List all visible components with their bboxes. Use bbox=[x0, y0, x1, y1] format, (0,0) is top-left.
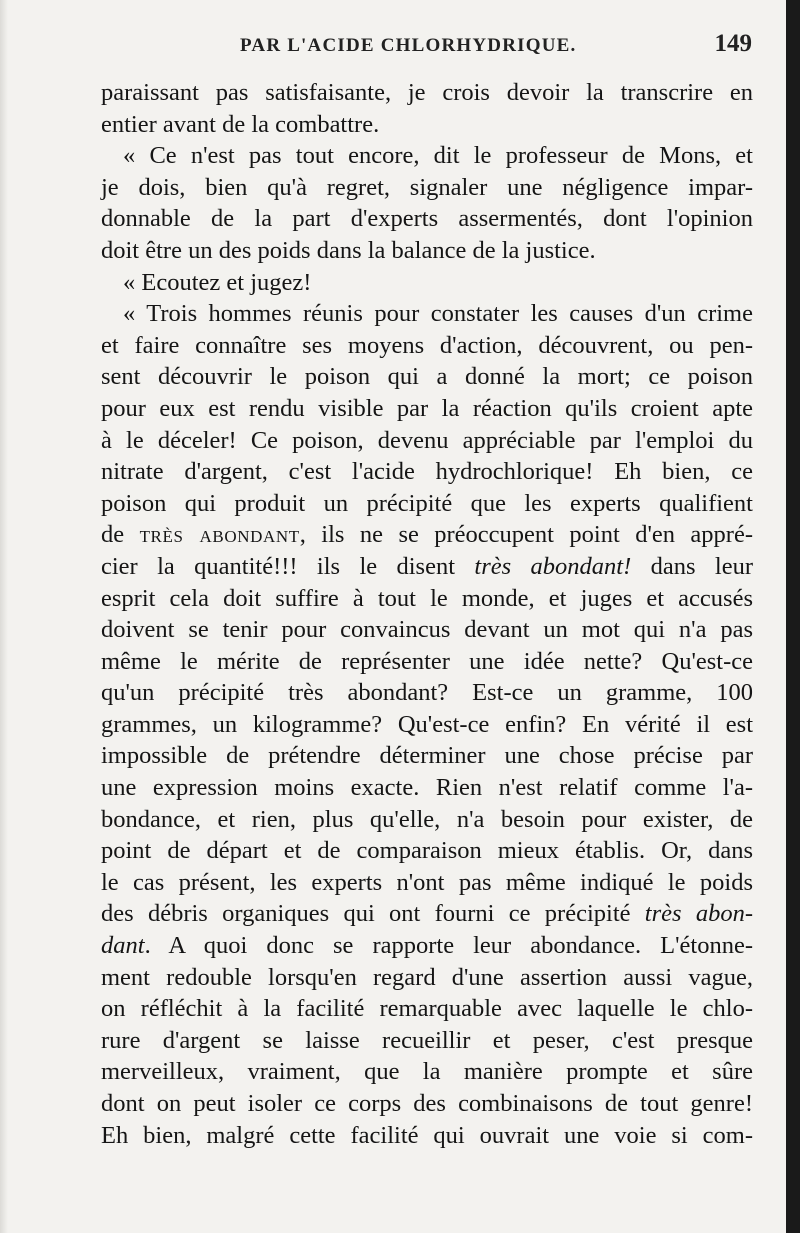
page-header bbox=[240, 30, 752, 64]
page-number: 149 bbox=[714, 30, 752, 57]
text-line bbox=[101, 835, 753, 867]
text-segment: merveilleux, vraiment, que la manière prompte et sûre bbox=[101, 1058, 753, 1086]
text-line bbox=[101, 109, 753, 141]
text-line bbox=[101, 740, 753, 772]
text-segment: des débris organiques qui ont fourni ce précipité bbox=[101, 900, 645, 928]
text-segment: nitrate d'argent, c'est l'acide hydrochlorique! Eh bien, ce bbox=[101, 458, 753, 486]
text-segment: ment redouble lorsqu'en regard d'une assertion aussi vague, bbox=[101, 963, 753, 991]
text-segment: sent découvrir le poison qui a donné la mort; ce poison bbox=[101, 363, 753, 391]
text-segment: « Ce n'est pas tout encore, dit le professeur de Mons, et bbox=[123, 142, 753, 170]
text-line bbox=[101, 393, 753, 425]
text-line bbox=[101, 1025, 753, 1057]
text-segment: bondance, et rien, plus qu'elle, n'a besoin pour exister, de bbox=[101, 805, 753, 833]
text-line bbox=[101, 361, 753, 393]
text-segment: rure d'argent se laisse recueillir et peser, c'est presque bbox=[101, 1026, 753, 1054]
text-line bbox=[101, 235, 753, 267]
text-line bbox=[101, 140, 753, 172]
italic-phrase: dant bbox=[101, 932, 145, 960]
text-line bbox=[101, 425, 753, 457]
text-segment: à le déceler! Ce poison, devenu appréciable par l'emploi du bbox=[101, 426, 753, 454]
text-segment: doit être un des poids dans la balance de la justice. bbox=[101, 236, 596, 264]
text-line bbox=[101, 77, 753, 109]
text-line bbox=[101, 930, 753, 962]
text-line bbox=[101, 867, 753, 899]
italic-phrase: très abon- bbox=[644, 900, 753, 928]
text-segment: point de départ et de comparaison mieux établis. Or, dans bbox=[101, 837, 753, 865]
text-segment: même le mérite de représenter une idée nette? Qu'est-ce bbox=[101, 647, 753, 675]
text-line bbox=[101, 1120, 753, 1152]
text-line bbox=[101, 172, 753, 204]
text-line bbox=[101, 203, 753, 235]
text-segment: . A quoi donc se rapporte leur abondance. L'étonne- bbox=[144, 932, 753, 960]
text-segment: poison qui produit un précipité que les experts qualifient bbox=[101, 489, 753, 517]
text-segment: dans leur bbox=[631, 552, 753, 580]
text-line bbox=[101, 519, 753, 551]
text-segment: on réfléchit à la facilité remarquable avec laquelle le chlo- bbox=[101, 995, 753, 1023]
text-line bbox=[101, 330, 753, 362]
text-line bbox=[101, 804, 753, 836]
text-segment: et faire connaître ses moyens d'action, découvrent, ou pen- bbox=[101, 331, 753, 359]
text-segment: entier avant de la combattre. bbox=[101, 110, 380, 138]
text-line bbox=[101, 614, 753, 646]
text-line bbox=[101, 1088, 753, 1120]
text-segment: , ils ne se préoccupent point d'en appré- bbox=[299, 521, 754, 549]
text-segment: une expression moins exacte. Rien n'est relatif comme l'a- bbox=[101, 774, 753, 802]
small-caps-phrase: très abondant bbox=[139, 521, 300, 549]
text-segment: grammes, un kilogramme? Qu'est-ce enfin? En vérité il est bbox=[101, 710, 753, 738]
text-segment: impossible de prétendre déterminer une chose précise par bbox=[101, 742, 753, 770]
text-segment: de bbox=[101, 521, 140, 549]
italic-phrase: très abondant! bbox=[474, 552, 632, 580]
text-line bbox=[101, 993, 753, 1025]
text-line bbox=[101, 298, 753, 330]
text-segment: qu'un précipité très abondant? Est-ce un gramme, 100 bbox=[101, 679, 753, 707]
text-segment: dont on peut isoler ce corps des combinaisons de tout genre! bbox=[101, 1090, 753, 1117]
body-text bbox=[101, 77, 753, 1151]
text-line bbox=[101, 677, 753, 709]
page-edge-shadow bbox=[0, 0, 8, 1233]
text-segment: esprit cela doit suffire à tout le monde, et juges et accusés bbox=[101, 584, 753, 612]
text-segment: doivent se tenir pour convaincus devant un mot qui n'a pas bbox=[101, 616, 753, 644]
text-line bbox=[101, 551, 753, 583]
text-segment: paraissant pas satisfaisante, je crois devoir la transcrire en bbox=[101, 79, 753, 106]
text-segment: le cas présent, les experts n'ont pas même indiqué le poids bbox=[101, 868, 753, 896]
text-segment: donnable de la part d'experts assermentés, dont l'opinion bbox=[101, 205, 753, 233]
text-segment: « Ecoutez et jugez! bbox=[123, 268, 312, 296]
text-line bbox=[101, 267, 753, 299]
text-line bbox=[101, 456, 753, 488]
text-line bbox=[101, 709, 753, 741]
text-line bbox=[101, 898, 753, 930]
text-segment: pour eux est rendu visible par la réaction qu'ils croient apte bbox=[101, 394, 753, 422]
text-line bbox=[101, 583, 753, 615]
text-line bbox=[101, 646, 753, 678]
running-title: PAR L'ACIDE CHLORHYDRIQUE. bbox=[240, 35, 577, 56]
text-segment: je dois, bien qu'à regret, signaler une négligence impar- bbox=[101, 173, 753, 201]
text-line bbox=[101, 772, 753, 804]
text-line bbox=[101, 488, 753, 520]
text-line bbox=[101, 962, 753, 994]
text-segment: Eh bien, malgré cette facilité qui ouvrait une voie si com- bbox=[101, 1121, 753, 1149]
text-segment: « Trois hommes réunis pour constater les causes d'un crime bbox=[123, 300, 753, 328]
text-line bbox=[101, 1056, 753, 1088]
text-segment: cier la quantité!!! ils le disent bbox=[101, 552, 475, 580]
